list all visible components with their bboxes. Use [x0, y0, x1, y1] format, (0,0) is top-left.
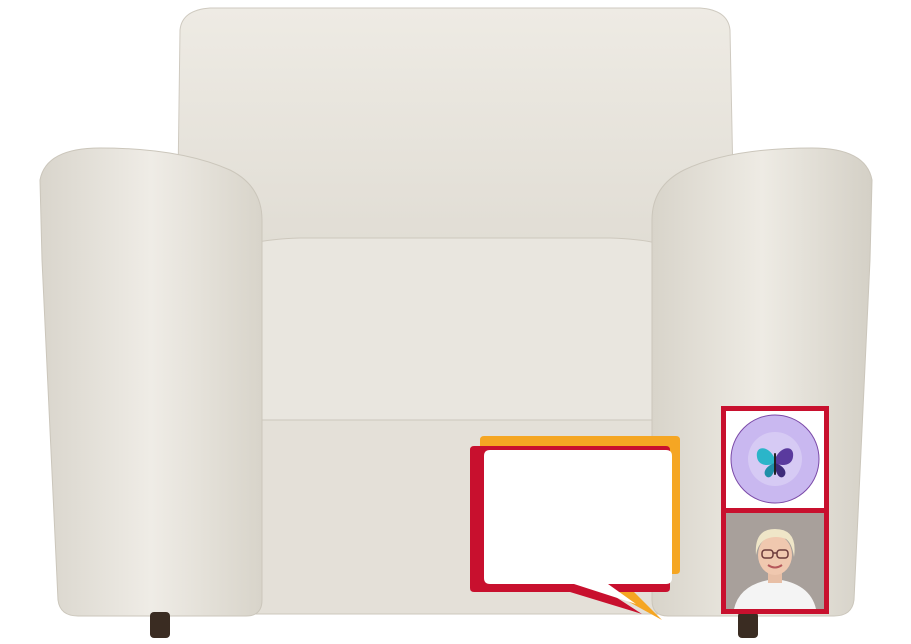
practitioner-logo — [726, 411, 824, 508]
speech-bubble — [466, 428, 684, 624]
practitioner-photo — [726, 513, 824, 609]
left-column — [77, 72, 425, 92]
right-column — [487, 72, 833, 92]
